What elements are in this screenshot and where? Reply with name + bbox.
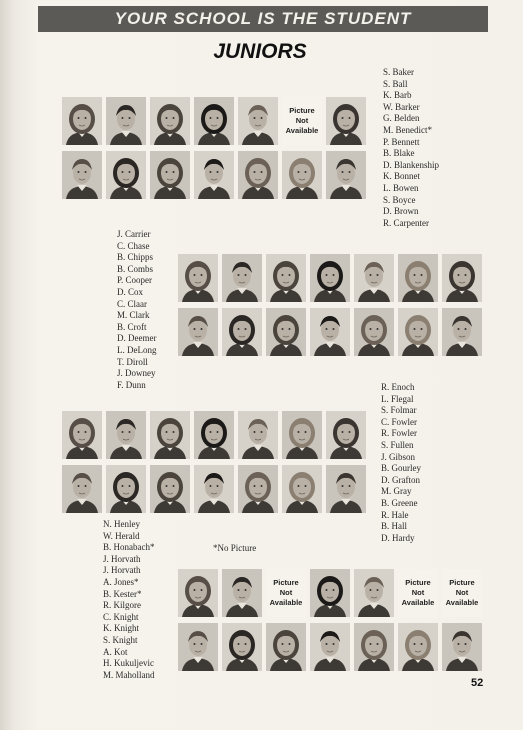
student-portrait: [194, 151, 234, 199]
picture-not-available: [282, 97, 322, 145]
student-portrait: [106, 97, 146, 145]
student-portrait: [194, 97, 234, 145]
student-portrait: [178, 623, 218, 671]
student-portrait: [326, 97, 366, 145]
student-name: J. Downey: [117, 368, 156, 379]
student-portrait: [222, 569, 262, 617]
student-portrait: [282, 151, 322, 199]
student-name: P. Bennett: [383, 136, 420, 147]
student-name: B. Gourley: [381, 463, 421, 474]
student-name: B. Blake: [383, 148, 415, 159]
student-portrait: [442, 254, 482, 302]
student-name: C. Chase: [117, 240, 150, 251]
student-portrait: [282, 411, 322, 459]
student-portrait: [62, 465, 102, 513]
picture-not-available: [266, 569, 306, 617]
name-list-group3: [381, 382, 421, 544]
student-name: W. Barker: [383, 101, 420, 112]
student-name: D. Hardy: [381, 532, 415, 543]
student-name: G. Belden: [383, 113, 420, 124]
student-name: P. Cooper: [117, 275, 153, 286]
placeholder-text: Not: [411, 588, 425, 597]
placeholder-text: Available: [269, 598, 303, 607]
student-portrait: [178, 569, 218, 617]
student-name: C. Fowler: [381, 416, 417, 427]
placeholder-text: Picture: [405, 578, 431, 587]
student-name: R. Carpenter: [383, 217, 429, 228]
student-name: S. Folmar: [381, 405, 417, 416]
student-name: S. Baker: [383, 67, 414, 77]
placeholder-text: Available: [401, 598, 435, 607]
student-name: R. Enoch: [381, 382, 415, 392]
student-portrait: [266, 623, 306, 671]
student-name: W. Herald: [103, 530, 140, 541]
name-list-group4: [103, 519, 155, 681]
student-name: J. Horvath: [103, 553, 141, 564]
student-name: M. Clark: [117, 310, 150, 321]
footnote: *No Picture: [213, 543, 257, 553]
student-portrait: [354, 569, 394, 617]
student-name: R. Fowler: [381, 428, 417, 439]
student-name: C. Knight: [103, 611, 139, 622]
student-name: K. Bonnet: [383, 171, 420, 182]
student-portrait: [354, 623, 394, 671]
student-portrait: [266, 308, 306, 356]
placeholder-text: Not: [455, 588, 469, 597]
name-list-group1: [383, 67, 439, 229]
student-name: L. Flegal: [381, 393, 414, 404]
student-name: S. Ball: [383, 78, 408, 89]
student-name: T. Diroll: [117, 356, 148, 367]
student-name: A. Kot: [103, 646, 128, 657]
placeholder-text: Not: [295, 116, 309, 125]
page-banner: YOUR SCHOOL IS THE STUDENT: [38, 6, 488, 32]
student-portrait: [354, 308, 394, 356]
student-portrait: [222, 623, 262, 671]
student-name: L. Bowen: [383, 182, 419, 193]
student-name: A. Jones*: [103, 576, 139, 587]
student-portrait: [238, 411, 278, 459]
student-name: B. Honabach*: [103, 542, 155, 553]
student-portrait: [106, 465, 146, 513]
student-portrait: [398, 623, 438, 671]
student-portrait: [238, 97, 278, 145]
student-portrait: [150, 97, 190, 145]
student-name: J. Carrier: [117, 229, 151, 239]
student-portrait: [310, 623, 350, 671]
student-name: R. Kilgore: [103, 600, 141, 611]
student-portrait: [178, 308, 218, 356]
student-name: M. Gray: [381, 486, 412, 497]
student-portrait: [222, 308, 262, 356]
page-title: JUNIORS: [213, 40, 307, 63]
photo-grid-group1: [62, 97, 366, 199]
placeholder-text: Available: [285, 126, 319, 135]
student-portrait: [62, 411, 102, 459]
student-portrait: [106, 151, 146, 199]
student-name: B. Chipps: [117, 252, 154, 263]
student-name: F. Dunn: [117, 379, 146, 390]
placeholder-text: Picture: [289, 106, 315, 115]
student-portrait: [150, 411, 190, 459]
student-portrait: [238, 465, 278, 513]
student-name: S. Knight: [103, 634, 138, 645]
picture-not-available: [442, 569, 482, 617]
student-name: M. Benedict*: [383, 124, 432, 135]
student-portrait: [62, 151, 102, 199]
student-name: S. Fullen: [381, 439, 414, 450]
student-name: D. Blankenship: [383, 159, 439, 170]
student-portrait: [398, 308, 438, 356]
student-name: L. DeLong: [117, 344, 157, 355]
student-name: S. Boyce: [383, 194, 416, 205]
picture-not-available: [398, 569, 438, 617]
student-portrait: [310, 569, 350, 617]
student-name: B. Greene: [381, 497, 418, 508]
student-name: C. Claar: [117, 298, 147, 309]
student-name: D. Brown: [383, 206, 419, 217]
student-portrait: [326, 465, 366, 513]
student-portrait: [442, 623, 482, 671]
placeholder-text: Not: [279, 588, 293, 597]
student-portrait: [150, 151, 190, 199]
student-name: B. Croft: [117, 321, 147, 332]
photo-grid-group3: [62, 411, 366, 513]
student-name: N. Henley: [103, 519, 140, 529]
student-name: K. Knight: [103, 623, 139, 634]
student-portrait: [398, 254, 438, 302]
student-portrait: [282, 465, 322, 513]
student-portrait: [310, 308, 350, 356]
student-name: B. Kester*: [103, 588, 142, 599]
student-name: B. Hall: [381, 521, 407, 532]
page-number: 52: [471, 677, 484, 689]
placeholder-text: Picture: [449, 578, 475, 587]
student-portrait: [62, 97, 102, 145]
student-name: M. Maholland: [103, 669, 155, 680]
student-name: J. Horvath: [103, 565, 141, 576]
placeholder-text: Picture: [273, 578, 299, 587]
student-name: J. Gibson: [381, 451, 416, 462]
student-portrait: [238, 151, 278, 199]
placeholder-text: Available: [445, 598, 479, 607]
student-portrait: [354, 254, 394, 302]
student-portrait: [194, 465, 234, 513]
name-list-group2: [117, 229, 157, 391]
photo-grid-group4: [178, 569, 482, 671]
student-name: B. Combs: [117, 263, 154, 274]
photo-grid-group2: [178, 254, 482, 356]
student-name: D. Deemer: [117, 333, 157, 344]
student-portrait: [194, 411, 234, 459]
student-name: H. Kukuljevic: [103, 658, 154, 669]
student-name: R. Hale: [381, 509, 409, 520]
student-name: D. Grafton: [381, 474, 420, 485]
student-portrait: [266, 254, 306, 302]
student-portrait: [150, 465, 190, 513]
student-portrait: [442, 308, 482, 356]
student-name: K. Barb: [383, 90, 412, 101]
student-portrait: [222, 254, 262, 302]
student-portrait: [326, 151, 366, 199]
student-name: D. Cox: [117, 286, 144, 297]
student-portrait: [326, 411, 366, 459]
student-portrait: [178, 254, 218, 302]
student-portrait: [310, 254, 350, 302]
student-portrait: [106, 411, 146, 459]
